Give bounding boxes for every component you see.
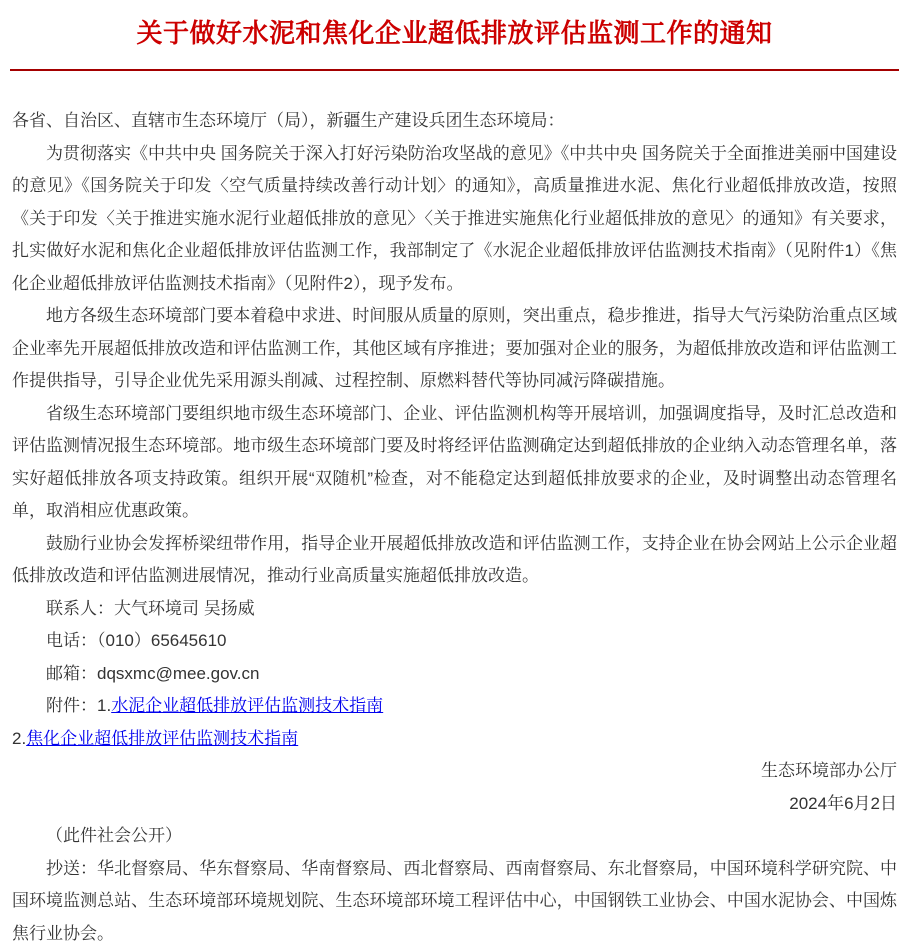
paragraph-industry-association: 鼓励行业协会发挥桥梁纽带作用，指导企业开展超低排放改造和评估监测工作，支持企业在协会网站上公示企业超低排放改造和评估监测进展情况，推动行业高质量实施超低排放改造。 (12, 533, 897, 585)
document-body (0, 105, 909, 944)
salutation-line: 各省、自治区、直辖市生态环境厅（局），新疆生产建设兵团生态环境局： (12, 111, 565, 130)
contact-person-label: 联系人： (46, 598, 114, 618)
contact-phone-value: （010）65645610 (97, 631, 227, 650)
attachment-line-2 (12, 723, 897, 756)
cc-list: 抄送：华北督察局、华东督察局、华南督察局、西北督察局、西南督察局、东北督察局，中国环境科学研究院、中国环境监测总站、生态环境部环境规划院、生态环境部环境工程评估中心，中国钢铁工业协会、中国水泥协会、中国炼焦行业协会。 (12, 858, 897, 943)
contact-phone-label: 电话： (46, 631, 97, 650)
contact-email-value: dqsxmc@mee.gov.cn (97, 663, 260, 683)
page-title: 关于做好水泥和焦化企业超低排放评估监测工作的通知 (136, 18, 773, 48)
attachment-line-1 (12, 690, 897, 723)
issuing-office: 生态环境部办公厅 (761, 761, 897, 780)
contact-email-line (12, 658, 897, 691)
attachment-link-coking-guide[interactable]: 焦化企业超低排放评估监测技术指南 (26, 728, 299, 748)
contact-person-line (12, 593, 897, 626)
contact-email-label: 邮箱： (46, 663, 97, 683)
contact-person-value: 大气环境司 吴扬威 (114, 598, 255, 618)
public-disclosure-note: （此件社会公开） (46, 826, 182, 845)
paragraph-local-requirements: 地方各级生态环境部门要本着稳中求进、时间服从质量的原则，突出重点，稳步推进，指导大气污染防治重点区域企业率先开展超低排放改造和评估监测工作，其他区域有序推进；要加强对企业的服务，为超低排放改造和评估监测工作提供指导，引导企业优先采用源头削减、过程控制、原燃料替代等协同减污降碳措施。 (12, 306, 897, 390)
issue-date: 2024年6月2日 (789, 793, 897, 813)
paragraph-provincial-requirements: 省级生态环境部门要组织地市级生态环境部门、企业、评估监测机构等开展培训，加强调度指导，及时汇总改造和评估监测情况报生态环境部。地市级生态环境部门要及时将经评估监测确定达到超低排放的企业纳入动态管理名单，落实好超低排放各项支持政策。组织开展“双随机”检查，对不能稳定达到超低排放要求的企业，及时调整出动态管理名单，取消相应优惠政策。 (12, 403, 897, 520)
attachment-2-number: 2. (12, 728, 27, 748)
attachments-label: 附件： (46, 696, 97, 715)
attachment-1-number: 1. (97, 696, 112, 715)
contact-phone-line (12, 625, 897, 658)
title-divider (10, 69, 899, 71)
paragraph-policy-basis: 为贯彻落实《中共中央 国务院关于深入打好污染防治攻坚战的意见》《中共中央 国务院关于全面推进美丽中国建设的意见》《国务院关于印发〈空气质量持续改善行动计划〉的通知》，高质量推进水泥、焦化行业超低排放改造，按照《关于印发〈关于推进实施水泥行业超低排放的意见〉〈关于推进实施焦化行业超低排放的意见〉的通知》有关要求，扎实做好水泥和焦化企业超低排放评估监测工作，我部制定了《水泥企业超低排放评估监测技术指南》（见附件1）《焦化企业超低排放评估监测技术指南》（见附件2），现予发布。 (12, 143, 897, 293)
attachment-link-cement-guide[interactable]: 水泥企业超低排放评估监测技术指南 (111, 696, 384, 715)
